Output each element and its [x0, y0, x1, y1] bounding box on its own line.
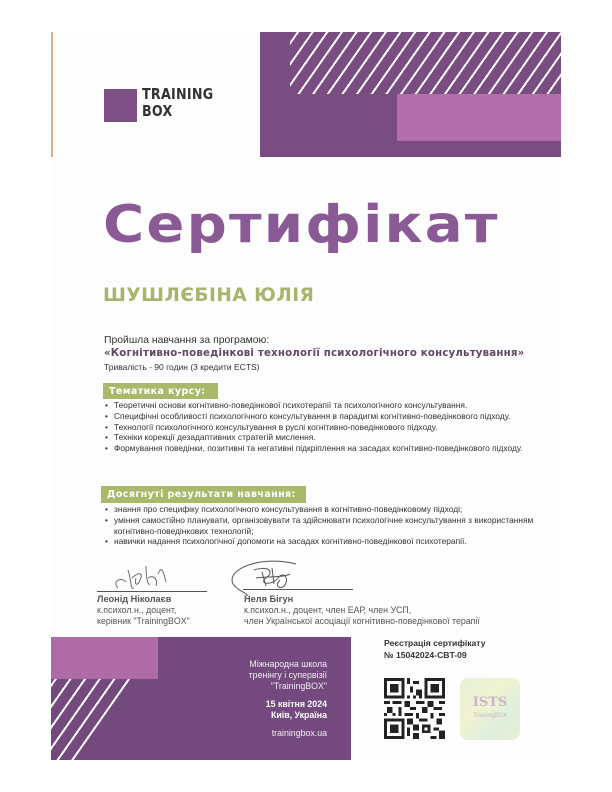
signer-2-title-line2: член Української асоціації когнітивно-поведінкової терапії	[244, 616, 480, 626]
signer-1-name: Леонід Ніколаєв	[97, 594, 172, 604]
stripes-mask	[260, 32, 290, 94]
list-item: • Специфічні особливості психологічного консультування в парадигмі когнітивно-поведінкового підходу.	[105, 411, 535, 422]
registration-number: № 15042024-CBT-09	[384, 650, 467, 660]
logo	[142, 86, 213, 120]
program-duration: Тривалість - 90 годин (3 кредити ECTS)	[104, 362, 260, 372]
signer-1-title-line2: керівник "TrainingBOX"	[97, 616, 190, 626]
logo-square-icon	[104, 89, 137, 122]
hologram-seal	[460, 678, 520, 740]
hologram-subtext: TrainingBOX	[473, 713, 507, 719]
stripes-decoration	[290, 32, 561, 94]
issue-date: 15 квітня 2024	[265, 699, 327, 709]
signature-line	[243, 589, 353, 590]
signer-2-title	[244, 605, 480, 627]
list-item: • знання про специфіку психологічного консультування в когнітивно-поведінковому підході;	[105, 504, 535, 515]
logo-line1: TRAINING	[142, 85, 214, 103]
date-location	[266, 699, 327, 721]
signer-2-name: Неля Бігун	[244, 594, 294, 604]
program-name: «Когнітивно-поведінкові технології психологічного консультування»	[104, 348, 525, 359]
list-item: • Теоретичні основи когнітивно-поведінкової психотерапії та психологічного консультування.	[105, 400, 535, 411]
outcomes-header: Досягнуті результати навчання:	[101, 486, 306, 503]
pink-band	[51, 637, 158, 679]
school-line2: тренінгу і супервізії	[248, 670, 327, 680]
school-line1: Міжнародна школа	[249, 659, 327, 669]
signature-1-icon	[110, 560, 180, 594]
page-edge	[51, 32, 53, 157]
signer-2-title-line1: к.психол.н., доцент, член ЕАР, член УСП,	[244, 605, 412, 615]
school-line3: "TrainingBOX"	[270, 681, 327, 691]
program-intro: Пройшла навчання за програмою:	[104, 335, 270, 346]
list-item: • навички надання психологічної допомоги на засадах когнітивно-поведінкової психотерапії.	[105, 536, 535, 547]
logo-line2: BOX	[142, 102, 173, 120]
list-item: • уміння самостійно планувати, організовувати та здійснювати психологічне консультування з використанням когнітивно-поведінкових технологій;	[105, 515, 535, 537]
registration-label: Реєстрація сертифікату	[384, 638, 486, 648]
recipient-name: ШУШЛЄБІНА ЮЛІЯ	[103, 285, 315, 306]
top-decoration-block	[260, 32, 561, 157]
outcomes-list	[105, 504, 535, 547]
stripes-decoration	[51, 679, 159, 760]
school-name	[249, 659, 327, 692]
signature-line	[97, 591, 207, 592]
footer-block	[51, 637, 351, 760]
hologram-text: ISTS	[472, 695, 508, 710]
topics-header: Тематика курсу:	[103, 383, 218, 399]
website-link[interactable]: trainingbox.ua	[271, 728, 327, 738]
list-item: • Техніки корекції дезадаптивних стратегій мислення.	[105, 432, 535, 443]
signer-1-title	[97, 605, 190, 627]
pink-band	[397, 94, 561, 141]
certificate-title: Сертифікат	[103, 195, 500, 255]
list-item: • Технології психологічного консультування в руслі когнітивно-поведінкового підходу.	[105, 422, 535, 433]
list-item: • Формування поведінки, позитивні та негативні підкріплення на засадах когнітивно-поведінкового підходу.	[105, 443, 535, 454]
topics-list	[105, 400, 535, 454]
issue-location: Київ, Україна	[270, 710, 327, 720]
qr-code-icon[interactable]	[384, 678, 445, 739]
signer-1-title-line1: к.психол.н., доцент,	[97, 605, 177, 615]
